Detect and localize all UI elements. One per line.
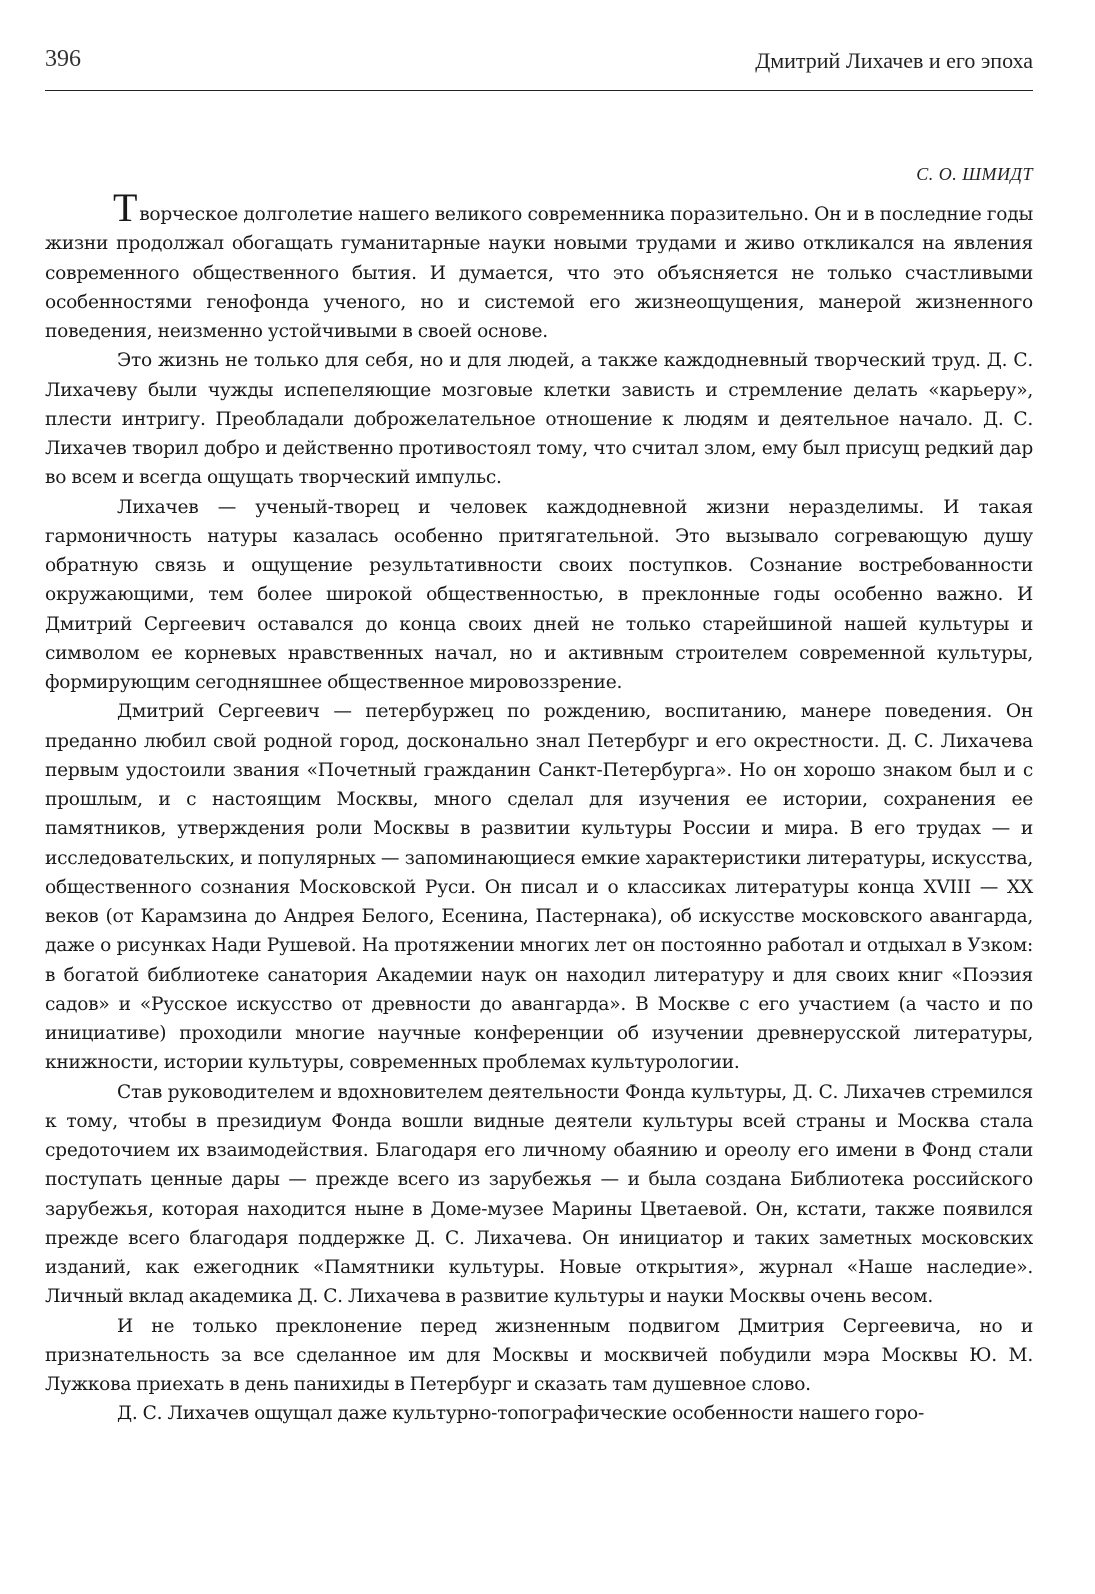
- drop-cap: Т: [113, 185, 138, 230]
- paragraph-1-text: ворческое долголетие нашего великого современника поразительно. Он и в последние годы жизни продолжал обогащать гуманитарные науки новыми трудами и живо откликался на явления современного общественного бытия. И думается, что это объясняется не только счастливыми особенностями генофонда ученого, но и системой его жизнеощущения, манерой жизненного поведения, неизменно устойчивыми в своей основе.: [45, 204, 1033, 342]
- page-number: 396: [45, 46, 81, 72]
- running-head: [45, 46, 1033, 82]
- paragraph-4: Дмитрий Сергеевич — петербуржец по рождению, воспитанию, манере поведения. Он преданно любил свой родной город, досконально знал Петербург и его окрестности. Д. С. Лихачева первым удостоили звания «Почетный гражданин Санкт-Петербурга». Но он хорошо знаком был и с прошлым, и с настоящим Москвы, много сделал для изучения ее истории, сохранения ее памятников, утверждения роли Москвы в развитии культуры России и мира. В его трудах — и исследовательских, и популярных — запоминающиеся емкие характеристики литературы, искусства, общественного сознания Московской Руси. Он писал и о классиках литературы конца XVIII — XX веков (от Карамзина до Андрея Белого, Есенина, Пастернака), об искусстве московского авангарда, даже о рисунках Нади Рушевой. На протяжении многих лет он постоянно работал и отдыхал в Узком: в богатой библиотеке санатория Академии наук он находил литературу и для своих книг «Поэзия садов» и «Русское искусство от древности до авангарда». В Москве с его участием (а часто и по инициативе) проходили многие научные конференции об изучении древнерусской литературы, книжности, истории культуры, современных проблемах культурологии.: [45, 701, 1033, 1074]
- paragraph-3: Лихачев — ученый-творец и человек каждодневной жизни неразделимы. И такая гармоничность натуры казалась особенно притягательной. Это вызывало согревающую душу обратную связь и ощущение результативности своих поступков. Сознание востребованности окружающими, тем более широкой общественностью, в преклонные годы особенно важно. И Дмитрий Сергеевич оставался до конца своих дней не только старейшиной нашей культуры и символом ее корневых нравственных начал, но и активным строителем современной культуры, формирующим сегодняшнее общественное мировоззрение.: [45, 496, 1033, 693]
- paragraph-6: И не только преклонение перед жизненным подвигом Дмитрия Сергеевича, но и признательность за все сделанное им для Москвы и москвичей побудили мэра Москвы Ю. М. Лужкова приехать в день панихиды в Петербург и сказать там душевное слово.: [45, 1315, 1033, 1395]
- book-title: Дмитрий Лихачев и его эпоха: [755, 48, 1033, 73]
- paragraph-7: Д. С. Лихачев ощущал даже культурно-топографические особенности нашего горо-: [117, 1403, 925, 1425]
- article-body: [45, 185, 1033, 1429]
- paragraph-1: [45, 185, 1033, 346]
- article-author: С. О. ШМИДТ: [916, 164, 1033, 184]
- header-rule: [45, 90, 1033, 91]
- paragraph-2: Это жизнь не только для себя, но и для людей, а также каждодневный творческий труд. Д. С. Лихачеву были чужды испепеляющие мозговые клетки зависть и стремление делать «карьеру», плести интригу. Преобладали доброжелательное отношение к людям и деятельное начало. Д. С. Лихачев творил добро и действенно противостоял тому, что считал злом, ему был присущ редкий дар во всем и всегда ощущать творческий импульс.: [45, 350, 1033, 489]
- paragraph-5: Став руководителем и вдохновителем деятельности Фонда культуры, Д. С. Лихачев стремился к тому, чтобы в президиум Фонда вошли видные деятели культуры всей страны и Москва стала средоточием их взаимодействия. Благодаря его личному обаянию и ореолу его имени в Фонд стали поступать ценные дары — прежде всего из зарубежья — и была создана Библиотека российского зарубежья, которая находится ныне в Доме-музее Марины Цветаевой. Он, кстати, также появился прежде всего благодаря поддержке Д. С. Лихачева. Он инициатор и таких заметных московских изданий, как ежегодник «Памятники культуры. Новые открытия», журнал «Наше наследие». Личный вклад академика Д. С. Лихачева в развитие культуры и науки Москвы очень весом.: [45, 1081, 1033, 1308]
